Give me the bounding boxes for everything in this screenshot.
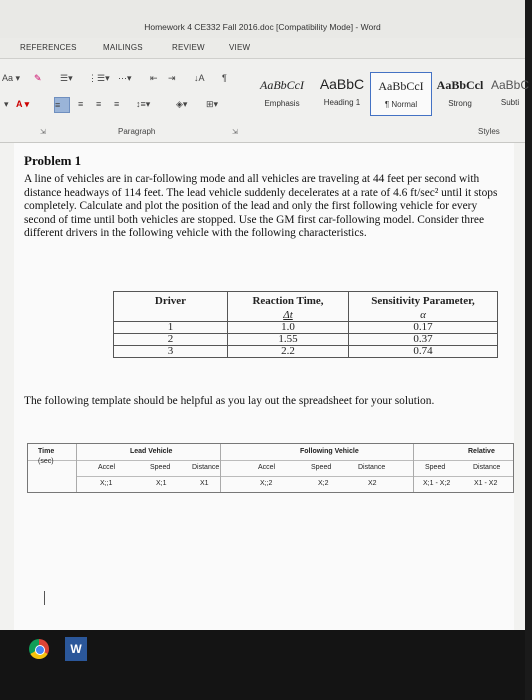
- subheader-delta-t: Δt: [228, 310, 349, 322]
- window-title: Homework 4 CE332 Fall 2016.doc [Compatibility Mode] - Word: [144, 22, 381, 32]
- tab-mailings[interactable]: MAILINGS: [103, 43, 143, 52]
- col-relative-speed: Speed: [425, 464, 446, 471]
- table-row: 1 1.0 0.17: [114, 322, 498, 334]
- template-lead-vehicle: Lead Vehicle: [130, 448, 173, 455]
- style-emphasis[interactable]: AaBbCcI Emphasis: [260, 78, 304, 108]
- style-normal[interactable]: AaBbCcI ¶ Normal: [370, 72, 432, 116]
- table-row: 2 1.55 0.37: [114, 334, 498, 346]
- paragraph-dialog-launcher-icon[interactable]: ⇲: [232, 129, 238, 136]
- col-lead-speed: Speed: [150, 464, 171, 471]
- col-lead-distance: Distance: [192, 464, 220, 471]
- tab-references[interactable]: REFERENCES: [20, 43, 77, 52]
- font-color-icon[interactable]: A ▾: [16, 99, 30, 109]
- template-relative: Relative: [468, 448, 495, 455]
- table-header-row: [114, 292, 498, 311]
- align-center-icon[interactable]: ≡: [78, 99, 84, 109]
- header-sensitivity: Sensitivity Parameter,: [349, 292, 498, 311]
- window-titlebar: [0, 0, 525, 38]
- col-follow-distance: Distance: [358, 464, 386, 471]
- styles-gallery: [252, 72, 532, 116]
- var-lead-speed: X;1: [156, 480, 167, 487]
- document-page[interactable]: [14, 143, 514, 630]
- header-driver: Driver: [114, 292, 228, 311]
- subheader-alpha: α: [349, 310, 498, 322]
- var-follow-accel: X;;2: [260, 480, 273, 487]
- var-relative-distance: X1 - X2: [474, 480, 498, 487]
- sort-icon[interactable]: ↓A: [194, 73, 205, 83]
- ribbon-tabs: [0, 38, 525, 59]
- change-case-button[interactable]: Aa ▾: [2, 73, 21, 83]
- template-following-vehicle: Following Vehicle: [300, 448, 359, 455]
- table-row: 3 2.2 0.74: [114, 346, 498, 358]
- subheader-driver: [114, 310, 228, 322]
- bullets-icon[interactable]: ☰▾: [60, 73, 73, 83]
- multilevel-list-icon[interactable]: ⋯▾: [118, 73, 132, 83]
- template-sec: (sec): [38, 458, 54, 465]
- tab-view[interactable]: VIEW: [229, 43, 251, 52]
- styles-group-label: Styles: [478, 127, 500, 136]
- var-lead-distance: X1: [200, 480, 209, 487]
- show-formatting-icon[interactable]: ¶: [222, 73, 227, 83]
- increase-indent-icon[interactable]: ⇥: [168, 73, 176, 83]
- col-follow-accel: Accel: [258, 464, 276, 471]
- text-cursor: [44, 591, 45, 605]
- text-effects-icon[interactable]: ▾: [4, 99, 9, 109]
- chrome-icon[interactable]: [29, 639, 49, 659]
- style-strong[interactable]: AaBbCcl Strong: [436, 78, 484, 108]
- problem-paragraph: A line of vehicles are in car-following mode and all vehicles are traveling at 44 feet per second with distance headways of 114 feet. The lead vehicle suddenly decelerates at a rate of 4.6 ft/sec² until it stops completely. Calculate and plot the position of the lead and only the first following vehicle for every second of time until both vehicles are stopped. Use the GM first car-following model. Consider three different drivers in the following vehicle with the following characteristics.: [24, 173, 498, 240]
- shading-icon[interactable]: ◈▾: [176, 99, 188, 109]
- problem-heading: Problem 1: [24, 153, 82, 168]
- table-subheader-row: [114, 310, 498, 322]
- paragraph-group-label: Paragraph: [118, 127, 156, 136]
- ribbon: [0, 59, 530, 143]
- word-icon[interactable]: W: [65, 637, 87, 661]
- col-follow-speed: Speed: [311, 464, 332, 471]
- numbering-icon[interactable]: ⋮☰▾: [88, 73, 110, 83]
- var-relative-speed: X;1 - X;2: [423, 480, 451, 487]
- highlight-icon[interactable]: ✎: [34, 73, 42, 83]
- col-lead-accel: Accel: [98, 464, 116, 471]
- tab-review[interactable]: REVIEW: [172, 43, 205, 52]
- justify-icon[interactable]: ≡: [114, 99, 120, 109]
- template-time: Time: [38, 448, 55, 455]
- decrease-indent-icon[interactable]: ⇤: [150, 73, 158, 83]
- style-heading-1[interactable]: AaBbC Heading 1: [319, 76, 365, 107]
- line-spacing-icon[interactable]: ↕≡▾: [136, 99, 151, 109]
- col-relative-distance: Distance: [473, 464, 501, 471]
- align-left-icon[interactable]: ≡: [54, 97, 70, 113]
- header-reaction-time: Reaction Time,: [228, 292, 349, 311]
- spreadsheet-template-table: [27, 443, 514, 493]
- font-dialog-launcher-icon[interactable]: ⇲: [40, 129, 46, 136]
- var-follow-distance: X2: [368, 480, 377, 487]
- var-lead-accel: X;;1: [100, 480, 113, 487]
- var-follow-speed: X;2: [318, 480, 329, 487]
- align-right-icon[interactable]: ≡: [96, 99, 102, 109]
- driver-characteristics-table: [113, 291, 498, 358]
- borders-icon[interactable]: ⊞▾: [206, 99, 219, 109]
- style-subtitle[interactable]: AaBbC Subti: [490, 78, 530, 107]
- template-paragraph: The following template should be helpful as you lay out the spreadsheet for your solution.: [24, 395, 435, 407]
